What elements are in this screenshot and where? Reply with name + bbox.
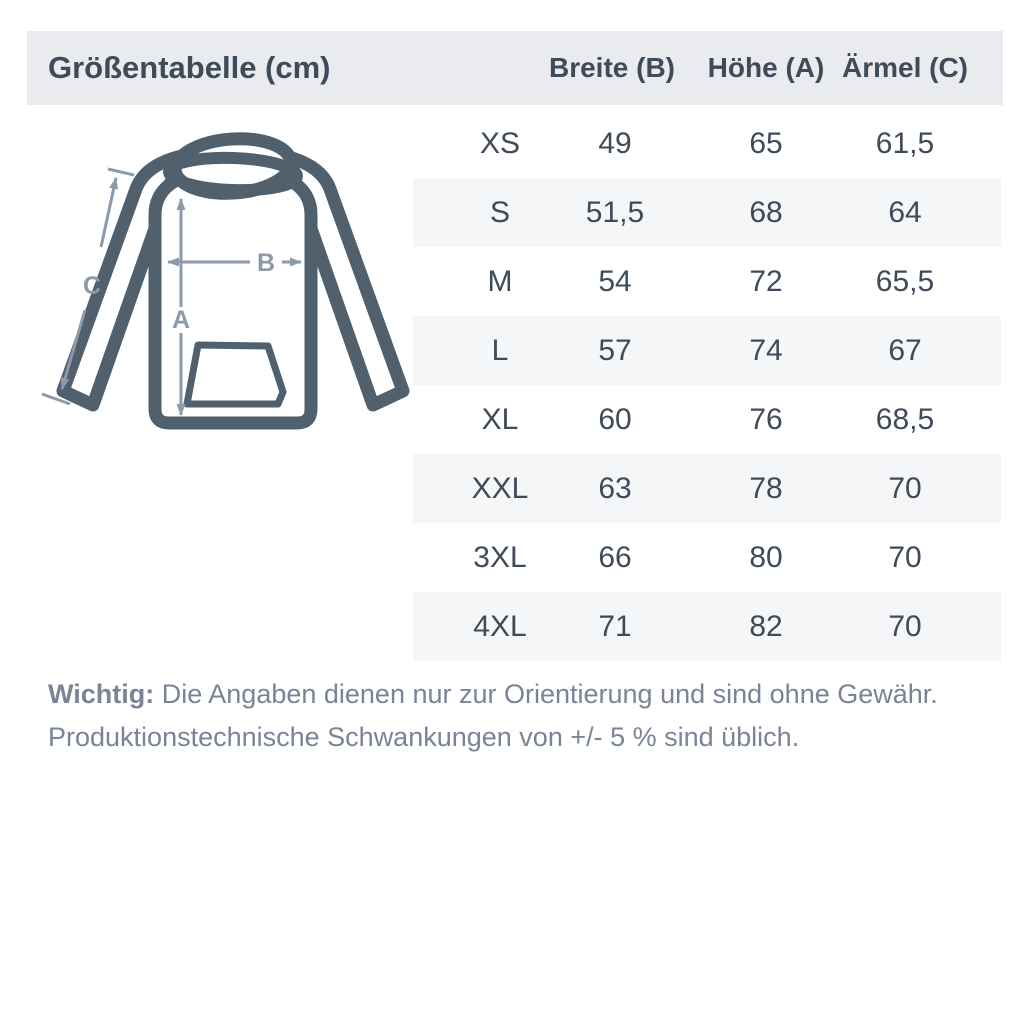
- cell-a: 76: [749, 403, 783, 436]
- table-row-xl: [413, 385, 1001, 454]
- cell-size: XXL: [471, 472, 529, 505]
- cell-b: 63: [598, 472, 632, 505]
- table-row-xxl: [413, 454, 1001, 523]
- column-header-aermel: Ärmel (C): [841, 52, 968, 83]
- cell-a: 78: [749, 472, 783, 505]
- page-title: Größentabelle (cm): [48, 50, 331, 85]
- cell-c: 64: [888, 196, 922, 229]
- cell-c: 70: [888, 541, 922, 574]
- cell-c: 70: [888, 610, 922, 643]
- cell-c: 67: [888, 334, 922, 367]
- cell-size: M: [487, 265, 513, 298]
- footer-line-1-text: Die Angaben dienen nur zur Orientierung und sind ohne Gewähr.: [161, 679, 938, 709]
- cell-size: L: [491, 334, 509, 367]
- table-row-l: [413, 316, 1001, 385]
- cell-size: 4XL: [473, 610, 527, 643]
- cell-size: XL: [481, 403, 519, 436]
- cell-b: 60: [598, 403, 632, 436]
- footer-important-label: Wichtig:: [48, 679, 155, 709]
- column-header-breite: Breite (B): [548, 52, 675, 83]
- cell-b: 54: [598, 265, 632, 298]
- cell-b: 66: [598, 541, 632, 574]
- size-table: [413, 109, 1001, 661]
- hoodie-measurement-diagram: [35, 125, 425, 445]
- label-c: C: [82, 272, 102, 300]
- table-row-m: [413, 247, 1001, 316]
- label-a: A: [171, 306, 191, 334]
- cell-size: S: [489, 196, 510, 229]
- cell-c: 70: [888, 472, 922, 505]
- cell-b: 57: [598, 334, 632, 367]
- cell-a: 72: [749, 265, 783, 298]
- sleeve-tick-top: [108, 169, 134, 175]
- column-header-hoehe: Höhe (A): [707, 52, 825, 83]
- cell-a: 65: [749, 127, 783, 160]
- cell-c: 61,5: [875, 127, 935, 160]
- cell-a: 82: [749, 610, 783, 643]
- cell-a: 74: [749, 334, 783, 367]
- pocket-outline: [187, 345, 283, 404]
- table-row-xs: [413, 109, 1001, 178]
- table-row-3xl: [413, 523, 1001, 592]
- footer-line-1: [48, 673, 988, 716]
- cell-a: 68: [749, 196, 783, 229]
- label-b: B: [256, 249, 276, 277]
- footer-line-2: Produktionstechnische Schwankungen von +/- 5 % sind üblich.: [48, 722, 800, 752]
- cell-size: XS: [479, 127, 521, 160]
- table-row-s: [413, 178, 1001, 247]
- cell-size: 3XL: [473, 541, 527, 574]
- footer-note: [48, 673, 988, 759]
- cell-b: 51,5: [585, 196, 645, 229]
- cell-b: 71: [598, 610, 632, 643]
- cell-a: 80: [749, 541, 783, 574]
- table-row-4xl: [413, 592, 1001, 661]
- cell-b: 49: [598, 127, 632, 160]
- cell-c: 65,5: [875, 265, 935, 298]
- cell-c: 68,5: [875, 403, 935, 436]
